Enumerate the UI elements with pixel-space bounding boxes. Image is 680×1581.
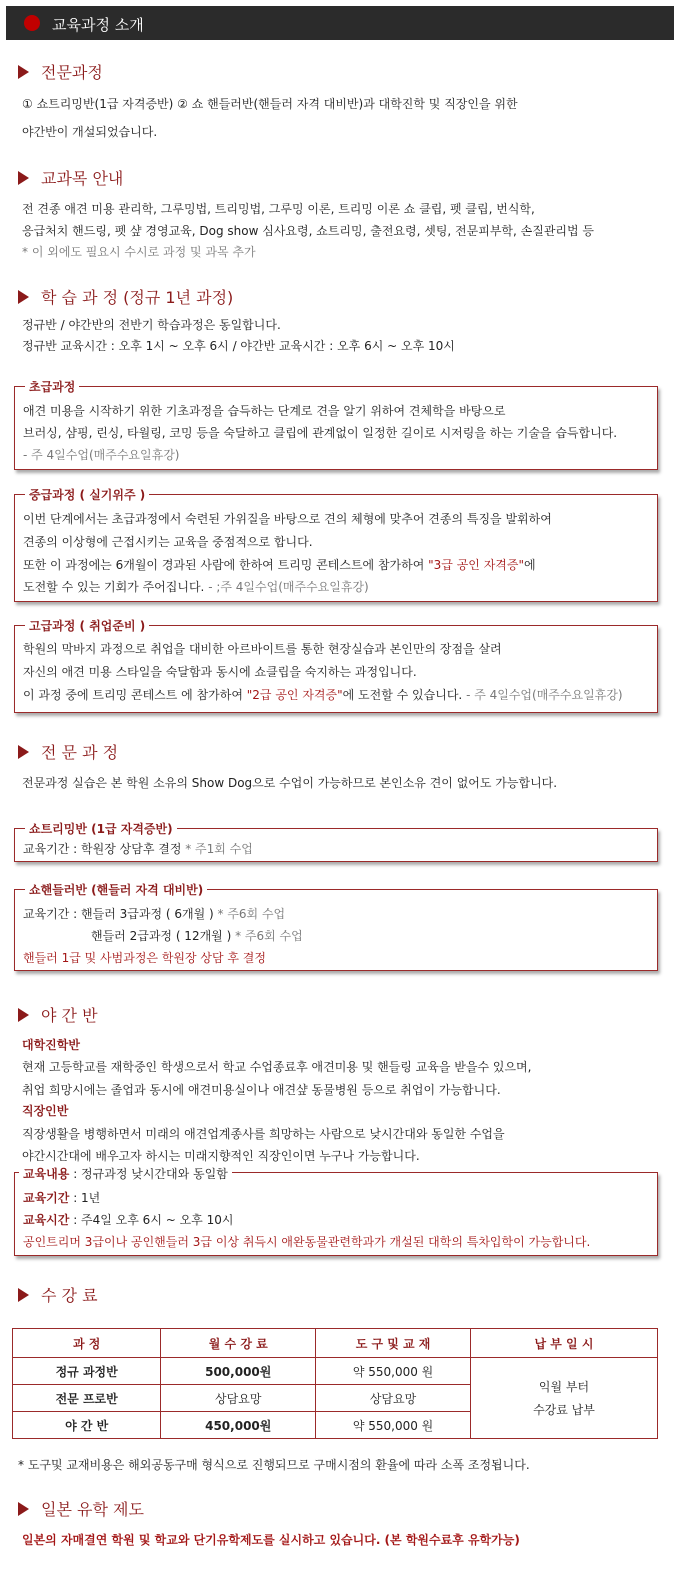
section-heading-specialist: 전문과정: [18, 60, 103, 83]
table-cell: 야 간 반: [13, 1412, 161, 1439]
text-line: ① 쇼트리밍반(1급 자격증반) ② 쇼 핸들러반(핸들러 자격 대비반)과 대학진학 및 직장인을 위한: [22, 97, 518, 111]
page-title: 교육과정 소개: [52, 16, 144, 34]
text-line: 도전할 수 있는 기회가 주어집니다. - ;주 4일수업(매주수요일휴강): [23, 580, 369, 594]
box-label: 초급과정: [25, 378, 79, 395]
table-cell: 정규 과정반: [13, 1358, 161, 1385]
text-line: 교육내용 : 정규과정 낮시간대와 동일함: [19, 1165, 232, 1182]
intermediate-box: [14, 488, 658, 602]
worker-label: 직장인반: [22, 1104, 69, 1118]
handler-box: [14, 883, 658, 971]
text-line: 야간반이 개설되었습니다.: [22, 125, 158, 139]
note-text: * 주6회 수업: [217, 907, 286, 921]
table-cell: 450,000원: [161, 1412, 316, 1439]
advanced-box: [14, 619, 658, 713]
payment-cell: 익월 부터 수강료 납부: [470, 1358, 657, 1439]
text-line: 현재 고등학교를 재학중인 학생으로서 학교 수업종료후 애견미용 및 핸들링 교육을 받을수 있으며,: [22, 1060, 532, 1074]
beginner-box: [14, 380, 658, 470]
section-heading-night-class: 야 간 반: [18, 1003, 98, 1026]
table-header: 납 부 일 시: [470, 1329, 657, 1358]
highlight-text: "2급 공인 자격증": [246, 688, 343, 702]
table-cell: 약 550,000 원: [316, 1358, 471, 1385]
highlight-text: 핸들러 1급 및 사범과정은 학원장 상담 후 결정: [23, 951, 266, 965]
text-line: 이 과정 중에 트리밍 콘테스트 에 참가하여 "2급 공인 자격증"에 도전할 수 있습니다. - 주 4일수업(매주수요일휴강): [23, 688, 623, 702]
note-text: - 주 4일수업(매주수요일휴강): [466, 688, 623, 702]
text-line: 정규반 / 야간반의 전반기 학습과정은 동일합니다.: [22, 318, 281, 332]
triangle-icon: [18, 290, 29, 304]
triangle-icon: [18, 1008, 29, 1022]
text-line: 교육기간 : 학원장 상담후 결정 * 주1회 수업: [23, 842, 253, 856]
note-text: * 주6회 수업: [235, 929, 303, 943]
night-class-box: [14, 1167, 658, 1256]
college-label: 대학진학반: [22, 1038, 80, 1052]
table-header-row: [13, 1329, 658, 1358]
box-label: 쇼핸들러반 (핸들러 자격 대비반): [25, 881, 207, 898]
table-header: 월 수 강 료: [161, 1329, 316, 1358]
box-label: 쇼트리밍반 (1급 자격증반): [25, 820, 177, 837]
table-cell: 500,000원: [161, 1358, 316, 1385]
header-bar: [6, 6, 674, 40]
text-line: 이번 단계에서는 초급과정에서 숙련된 가위질을 바탕으로 견의 체형에 맞추어 견종의 특징을 발휘하여: [23, 512, 552, 526]
highlight-text: 일본의 자매결연 학원 및 학교와 단기유학제도를 실시하고 있습니다. (본 학원수료후 유학가능): [22, 1533, 520, 1547]
table-cell: 전문 프로반: [13, 1385, 161, 1412]
text-line: 교육기간 : 핸들러 3급과정 ( 6개월 ) * 주6회 수업: [23, 907, 286, 921]
section-heading-curriculum: 학 습 과 정 (정규 1년 과정): [18, 285, 233, 308]
box-label: 중급과정 ( 실기위주 ): [25, 486, 149, 503]
table-header: 도 구 및 교 재: [316, 1329, 471, 1358]
header-dot-icon: [24, 15, 40, 31]
box-label: 고급과정 ( 취업준비 ): [25, 617, 149, 634]
table-row: [13, 1358, 658, 1385]
text-line: 교육기간 : 1년: [23, 1191, 101, 1205]
text-line: 자신의 애견 미용 스타일을 숙달함과 동시에 쇼클립을 숙지하는 과정입니다.: [23, 665, 417, 679]
table-cell: 상담요망: [316, 1385, 471, 1412]
text-line: 학원의 막바지 과정으로 취업을 대비한 아르바이트를 통한 현장실습과 본인만의 장점을 살려: [23, 642, 502, 656]
text-line: 또한 이 과정에는 6개월이 경과된 사람에 한하여 트리밍 콘테스트에 참가하여 "3급 공인 자격증"에: [23, 558, 536, 572]
text-line: 교육시간 : 주4일 오후 6시 ~ 오후 10시: [23, 1213, 234, 1227]
triangle-icon: [18, 171, 29, 185]
note-text: * 도구및 교재비용은 해외공동구매 형식으로 진행되므로 구매시점의 환율에 따라 소폭 조정됩니다.: [18, 1458, 530, 1472]
text-line: 야간시간대에 배우고자 하시는 미래지향적인 직장인이면 누구나 가능합니다.: [22, 1149, 420, 1163]
triangle-icon: [18, 1288, 29, 1302]
text-line: 애견 미용을 시작하기 위한 기초과정을 습득하는 단계로 견을 알기 위하여 견체학을 바탕으로: [23, 404, 506, 418]
text-line: 핸들러 2급과정 ( 12개월 ) * 주6회 수업: [91, 929, 303, 943]
section-heading-specialist-course: 전 문 과 정: [18, 740, 118, 763]
section-heading-japan-study: 일본 유학 제도: [18, 1497, 144, 1520]
note-text: - 주 4일수업(매주수요일휴강): [23, 448, 180, 462]
text-line: 응급처치 핸드링, 펫 샾 경영교육, Dog show 심사요령, 쇼트리밍, 출전요령, 셋팅, 전문피부학, 손질관리법 등: [22, 224, 595, 238]
table-cell: 상담요망: [161, 1385, 316, 1412]
text-line: 전문과정 실습은 본 학원 소유의 Show Dog으로 수업이 가능하므로 본인소유 견이 없어도 가능합니다.: [22, 776, 558, 790]
note-text: * 주1회 수업: [185, 842, 253, 856]
triangle-icon: [18, 1502, 29, 1516]
text-line: 직장생활을 병행하면서 미래의 애견업계종사를 희망하는 사람으로 낮시간대와 동일한 수업을: [22, 1127, 505, 1141]
note-text: * 이 외에도 필요시 수시로 과정 및 과목 추가: [22, 245, 256, 259]
highlight-text: 공인트리머 3급이나 공인핸들러 3급 이상 취득시 애완동물관련학과가 개설된 대학의 특차입학이 가능합니다.: [23, 1235, 591, 1249]
note-text: - ;주 4일수업(매주수요일휴강): [208, 580, 369, 594]
section-heading-tuition: 수 강 료: [18, 1283, 98, 1306]
tuition-table: [12, 1328, 658, 1439]
table-cell: 약 550,000 원: [316, 1412, 471, 1439]
triangle-icon: [18, 65, 29, 79]
text-line: 브러싱, 샴핑, 린싱, 타월링, 코밍 등을 숙달하고 클립에 관계없이 일정한 길이로 시저링을 하는 기술을 습득합니다.: [23, 426, 618, 440]
section-heading-subjects: 교과목 안내: [18, 166, 123, 189]
text-line: 견종의 이상형에 근접시키는 교육을 중점적으로 합니다.: [23, 535, 313, 549]
triangle-icon: [18, 745, 29, 759]
showtrim-box: [14, 822, 658, 862]
text-line: 취업 희망시에는 졸업과 동시에 애견미용실이나 애견샾 동물병원 등으로 취업이 가능합니다.: [22, 1083, 501, 1097]
table-header: 과 정: [13, 1329, 161, 1358]
highlight-text: "3급 공인 자격증": [428, 558, 524, 572]
text-line: 전 견종 애견 미용 관리학, 그루밍법, 트리밍법, 그루밍 이론, 트리밍 이론 쇼 클립, 펫 클립, 번식학,: [22, 202, 535, 216]
text-line: 정규반 교육시간 : 오후 1시 ~ 오후 6시 / 야간반 교육시간 : 오후 6시 ~ 오후 10시: [22, 339, 455, 353]
